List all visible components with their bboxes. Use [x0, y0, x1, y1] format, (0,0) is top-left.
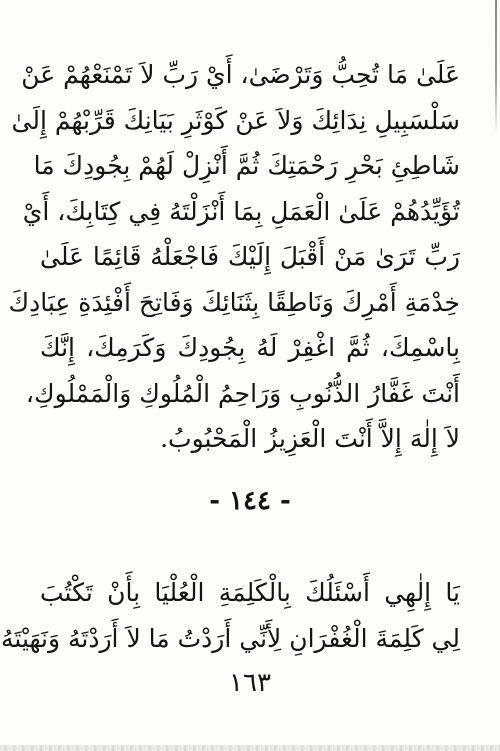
prayer-paragraph-2 — [1, 570, 460, 661]
text-line: رَبِّ تَرَىٰ مَنْ أَقْبَلَ إِلَيْكَ فَاجْعَلْهُ قَائِمًا عَلَىٰ — [40, 242, 460, 271]
page-bottom-edge — [0, 745, 500, 751]
prayer-paragraph-1 — [8, 52, 460, 462]
text-line: يَا إِلٰهِي أَسْئَلُكَ بِالْكَلِمَةِ الْعُلْيَا بِأَنْ تَكْتُبَ — [40, 578, 460, 607]
text-line: سَلْسَبِيلِ نِدَائِكَ وَلاَ عَنْ كَوْثَرِ بَيَانِكَ قَرِّبْهُمْ إِلَىٰ — [11, 105, 460, 135]
text-line: خِدْمَةِ أَمْرِكَ وَنَاطِقًا بِثَنَائِكَ وَفَاتِحَ أَفْئِدَةِ عِبَادِكَ — [8, 287, 460, 317]
text-line: شَاطِئِ بَحْرِ رَحْمَتِكَ ثُمَّ أَنْزِلْ لَهُمْ بِجُودِكَ مَا — [33, 151, 460, 180]
page-spine-edge — [495, 0, 497, 135]
text-line: لاَ إِلٰهَ إِلاَّ أَنْتَ الْعَزِيزُ الْمَحْبُوبُ. — [160, 424, 460, 453]
text-line: أَنْتَ غَفَّارُ الذُّنُوبِ وَرَاحِمُ الْمُلُوكِ وَالْمَمْلُوكِ، — [25, 378, 460, 408]
text-line: عَلَىٰ مَا تُحِبُّ وَتَرْضَىٰ، أَيْ رَبِّ لاَ تَمْنَعْهُمْ عَنْ — [21, 60, 460, 89]
section-number-marker: - ١٤٤ - — [209, 486, 291, 516]
page-number: ١٦٣ — [229, 668, 271, 698]
text-line: تُؤَيِّدُهُمْ عَلَىٰ الْعَمَلِ بِمَا أَنْزَلْتَهُ فِي كِتَابِكَ، أَيْ — [22, 196, 460, 226]
text-line: لِي كَلِمَةَ الْغُفْرَانِ لِأَنِّي أَرَدْتُ مَا لاَ أَرَدْتَهُ وَنَهَيْتَهُ — [1, 623, 460, 653]
text-line: بِاسْمِكَ، ثُمَّ اغْفِرْ لَهُ بِجُودِكَ وَكَرَمِكَ، إِنَّكَ — [40, 333, 460, 362]
